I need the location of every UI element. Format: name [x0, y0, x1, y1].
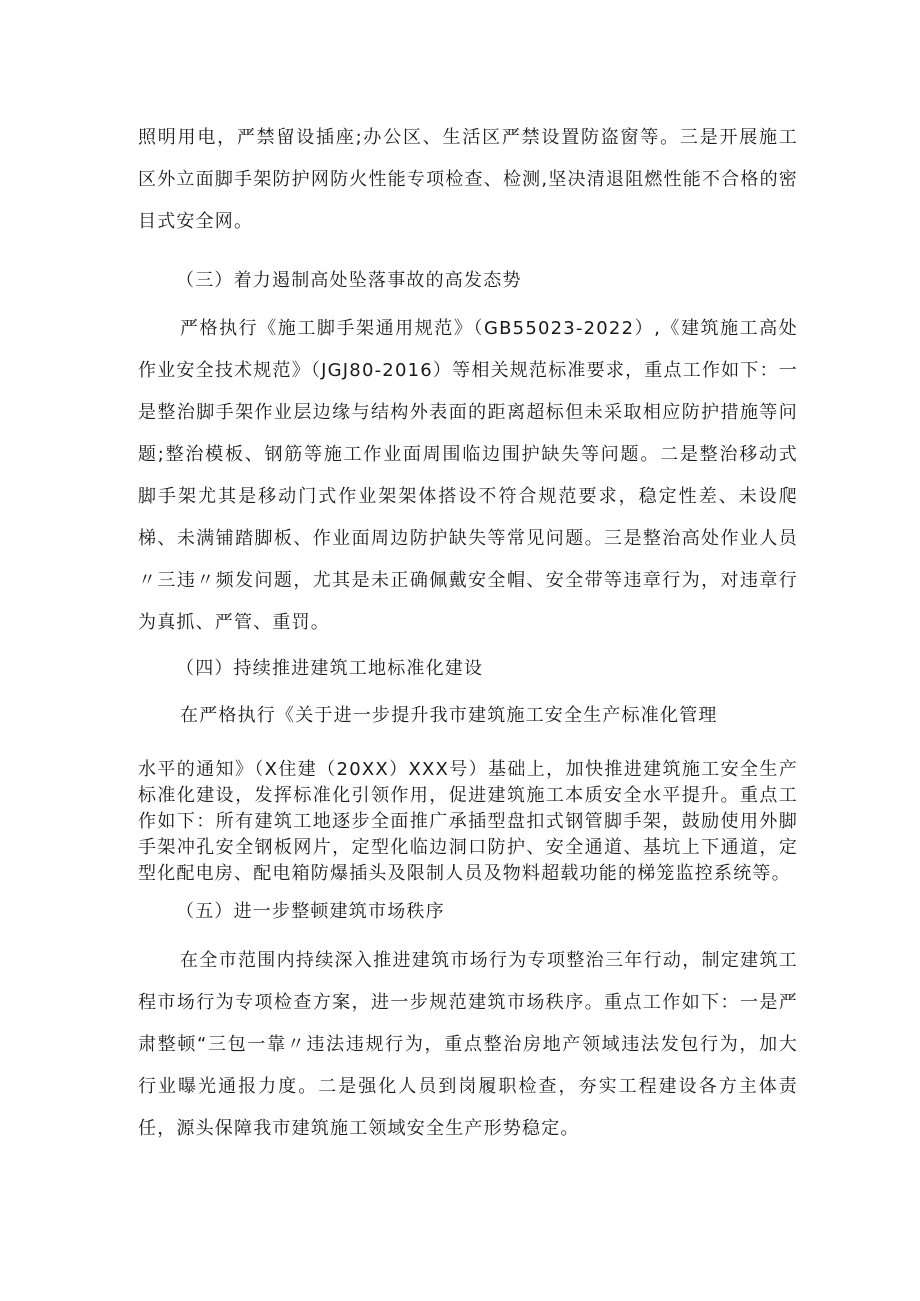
- paragraph-section-4-first-line: 在严格执行《关于进一步提升我市建筑施工安全生产标准化管理: [180, 705, 718, 726]
- heading-section-5: （五）进一步整顿建筑市场秩序: [176, 901, 445, 922]
- paragraph-section-4-body: 水平的通知》（X住建（20XX）XXX号）基础上，加快推进建筑施工安全生产标准化建设，发挥标准化引领作用，促进建筑施工本质安全水平提升。重点工作如下：所有建筑工地逐步全面推广承插型盘扣式钢管脚手架，鼓励使用外脚手架冲孔安全钢板网片，定型化临边洞口防护、安全通道、基坑上下通道，定型化配电房、配电箱防爆插头及限制人员及物料超载功能的梯笼监控系统等。: [138, 759, 798, 884]
- paragraph-section-3: 严格执行《施工脚手架通用规范》（GB55023-2022）,《建筑施工高处作业安全技术规范》（JGJ80-2016）等相关规范标准要求，重点工作如下：一是整治脚手架作业层边缘与结构外表面的距离超标但未采取相应防护措施等问题;整治模板、钢筋等施工作业面周围临边围护缺失等问题。二是整治移动式脚手架尤其是移动门式作业架架体搭设不符合规范要求，稳定性差、未设爬梯、未满铺踏脚板、作业面周边防护缺失等常见问题。三是整治高处作业人员〃三违〃频发问题，尤其是未正确佩戴安全帽、安全带等违章行为，对违章行为真抓、严管、重罚。: [138, 318, 798, 633]
- heading-section-3: （三）着力遏制高处坠落事故的高发态势: [176, 270, 522, 291]
- paragraph-section-5: 在全市范围内持续深入推进建筑市场行为专项整治三年行动，制定建筑工程市场行为专项检查方案，进一步规范建筑市场秩序。重点工作如下：一是严肃整顿“三包一靠〃违法违规行为，重点整治房地产领域违法发包行为，加大行业曝光通报力度。二是强化人员到岗履职检查，夯实工程建设各方主体责任，源头保障我市建筑施工领域安全生产形势稳定。: [138, 950, 798, 1139]
- paragraph-intro: 照明用电，严禁留设插座;办公区、生活区严禁设置防盗窗等。三是开展施工区外立面脚手架防护网防火性能专项检查、检测,坚决清退阻燃性能不合格的密目式安全网。: [138, 127, 798, 232]
- heading-section-4: （四）持续推进建筑工地标准化建设: [176, 658, 484, 679]
